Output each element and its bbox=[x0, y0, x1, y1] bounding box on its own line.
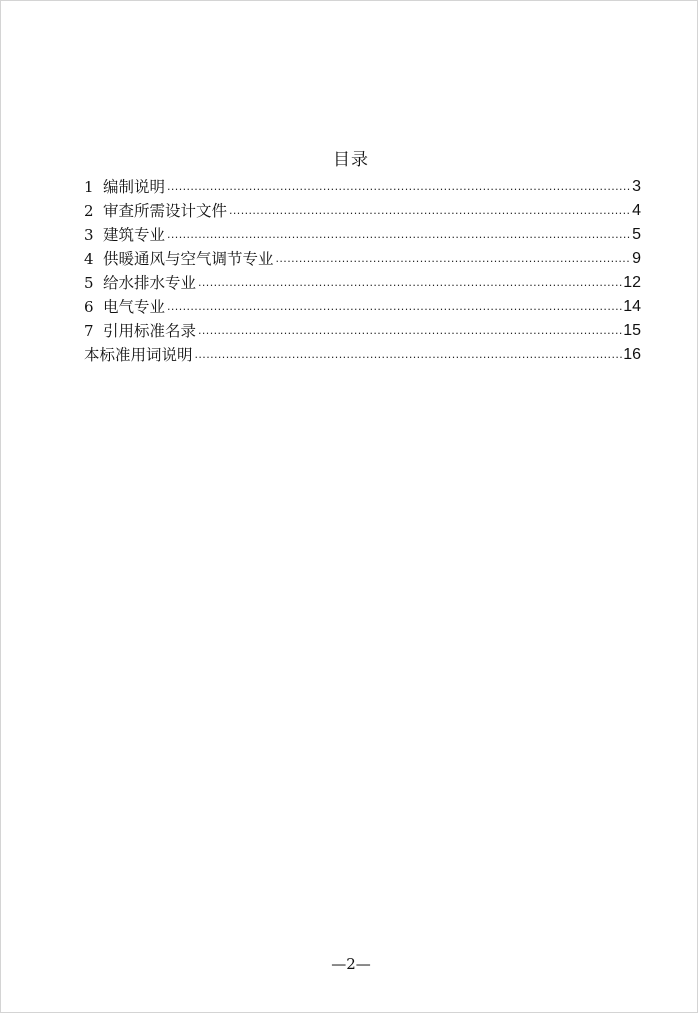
toc-entry[interactable] bbox=[84, 293, 641, 317]
toc-entry-page: 16 bbox=[623, 346, 641, 363]
toc-entry-page: 4 bbox=[632, 202, 641, 219]
toc-entry-number: 2 bbox=[84, 202, 94, 220]
toc-dot-leader bbox=[198, 325, 622, 337]
toc-dot-leader bbox=[195, 349, 623, 361]
toc-dot-leader bbox=[167, 181, 631, 193]
toc-entry-label: 本标准用词说明 bbox=[84, 346, 193, 364]
toc-dot-leader bbox=[229, 205, 631, 217]
toc-dot-leader bbox=[276, 253, 632, 265]
toc-entry[interactable] bbox=[84, 197, 641, 221]
toc-entry-page: 3 bbox=[632, 178, 641, 195]
toc-entry-label: 编制说明 bbox=[103, 178, 166, 196]
toc-entry-number: 1 bbox=[84, 178, 94, 196]
toc-dot-leader bbox=[167, 301, 622, 313]
toc-entry-page: 15 bbox=[623, 322, 641, 339]
toc-dot-leader bbox=[198, 277, 622, 289]
toc-entry[interactable] bbox=[84, 317, 641, 341]
toc-entry-page: 5 bbox=[632, 226, 641, 243]
toc-entry-number: 5 bbox=[84, 274, 94, 292]
toc-entry-number: 7 bbox=[84, 322, 94, 340]
toc-entry-label: 建筑专业 bbox=[103, 226, 166, 244]
toc-dot-leader bbox=[167, 229, 631, 241]
toc-entry-label: 引用标准名录 bbox=[103, 322, 197, 340]
toc-entry[interactable] bbox=[84, 221, 641, 245]
toc-entry[interactable] bbox=[84, 269, 641, 293]
toc-entry[interactable] bbox=[84, 173, 641, 197]
toc-entry[interactable] bbox=[84, 245, 641, 269]
toc-entry-page: 14 bbox=[623, 298, 641, 315]
toc-title: 目录 bbox=[333, 150, 369, 170]
toc-entry-label: 给水排水专业 bbox=[103, 274, 197, 292]
toc-entry-label: 审查所需设计文件 bbox=[103, 202, 228, 220]
toc-entry-number: 6 bbox=[84, 298, 94, 316]
page-number: —2— bbox=[331, 955, 371, 973]
toc-entry-label: 电气专业 bbox=[103, 298, 166, 316]
table-of-contents bbox=[84, 173, 641, 365]
toc-entry-page: 9 bbox=[632, 250, 641, 267]
toc-entry-number: 3 bbox=[84, 226, 94, 244]
toc-entry-number: 4 bbox=[84, 250, 94, 268]
toc-entry-label: 供暖通风与空气调节专业 bbox=[103, 250, 274, 268]
toc-entry[interactable] bbox=[84, 341, 641, 365]
toc-entry-page: 12 bbox=[623, 274, 641, 291]
